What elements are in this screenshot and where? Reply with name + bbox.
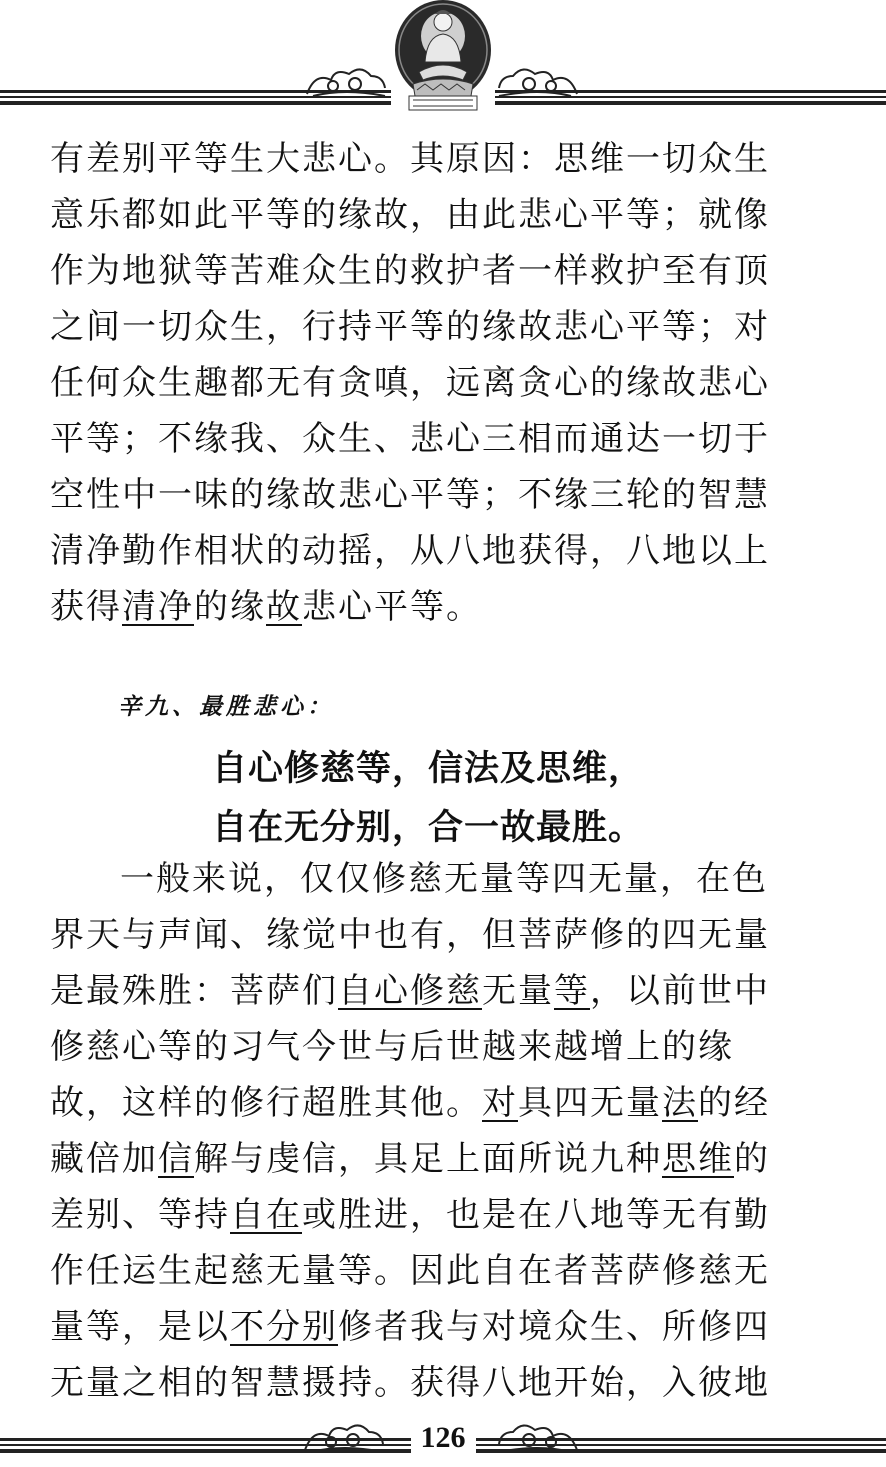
text-line: 界天与声闻、缘觉中也有，但菩萨修的四无量 <box>50 915 770 955</box>
text-line: 任何众生趣都无有贪嗔，远离贪心的缘故悲心 <box>50 363 770 403</box>
text-line: 获得清净的缘故悲心平等。 <box>50 587 482 627</box>
text-line: 无量之相的智慧摄持。获得八地开始，入彼地 <box>50 1363 770 1403</box>
underlined-term: 自心修慈 <box>338 971 482 1011</box>
text-line: 故，这样的修行超胜其他。对具四无量法的经 <box>50 1083 770 1123</box>
text-line: 一般来说，仅仅修慈无量等四无量，在色 <box>120 859 768 899</box>
text-line: 是最殊胜：菩萨们自心修慈无量等，以前世中 <box>50 971 770 1011</box>
text-line: 修慈心等的习气今世与后世越来越增上的缘 <box>50 1027 734 1067</box>
cloud-scroll-icon <box>497 62 579 102</box>
underlined-term: 自在 <box>230 1195 302 1235</box>
underlined-term: 清净 <box>122 587 194 627</box>
paragraph-1 <box>50 131 850 635</box>
underlined-term: 等 <box>554 971 590 1011</box>
verse-line: 自在无分别，合一故最胜。 <box>212 808 645 848</box>
text-line: 清净勤作相状的动摇，从八地获得，八地以上 <box>50 531 770 571</box>
text-line: 空性中一味的缘故悲心平等；不缘三轮的智慧 <box>50 475 770 515</box>
cloud-scroll-icon <box>305 62 387 102</box>
underlined-term: 对 <box>482 1083 518 1123</box>
text-line: 量等，是以不分别修者我与对境众生、所修四 <box>50 1307 770 1347</box>
paragraph-2 <box>50 851 850 1411</box>
underlined-term: 思维 <box>662 1139 734 1179</box>
page-number <box>0 1421 886 1455</box>
text-line: 之间一切众生，行持平等的缘故悲心平等；对 <box>50 307 770 347</box>
verse-line: 自心修慈等，信法及思维， <box>212 749 645 789</box>
text-line: 作为地狱等苦难众生的救护者一样救护至有顶 <box>50 251 770 291</box>
underlined-term: 法 <box>662 1083 698 1123</box>
text-line: 差别、等持自在或胜进，也是在八地等无有勤 <box>50 1195 770 1235</box>
text-line: 藏倍加信解与虔信，具足上面所说九种思维的 <box>50 1139 770 1179</box>
underlined-term: 故 <box>266 587 302 627</box>
text-line: 作任运生起慈无量等。因此自在者菩萨修慈无 <box>50 1251 770 1291</box>
section-heading: 辛九、最胜悲心： <box>118 694 334 720</box>
text-line: 有差别平等生大悲心。其原因：思维一切众生 <box>50 139 770 179</box>
page-number-label: 126 <box>411 1421 476 1454</box>
text-line: 意乐都如此平等的缘故，由此悲心平等；就像 <box>50 195 770 235</box>
underlined-term: 不分别 <box>230 1307 338 1347</box>
underlined-term: 信 <box>158 1139 194 1179</box>
text-line: 平等；不缘我、众生、悲心三相而通达一切于 <box>50 419 770 459</box>
buddha-medallion-icon <box>391 0 495 112</box>
